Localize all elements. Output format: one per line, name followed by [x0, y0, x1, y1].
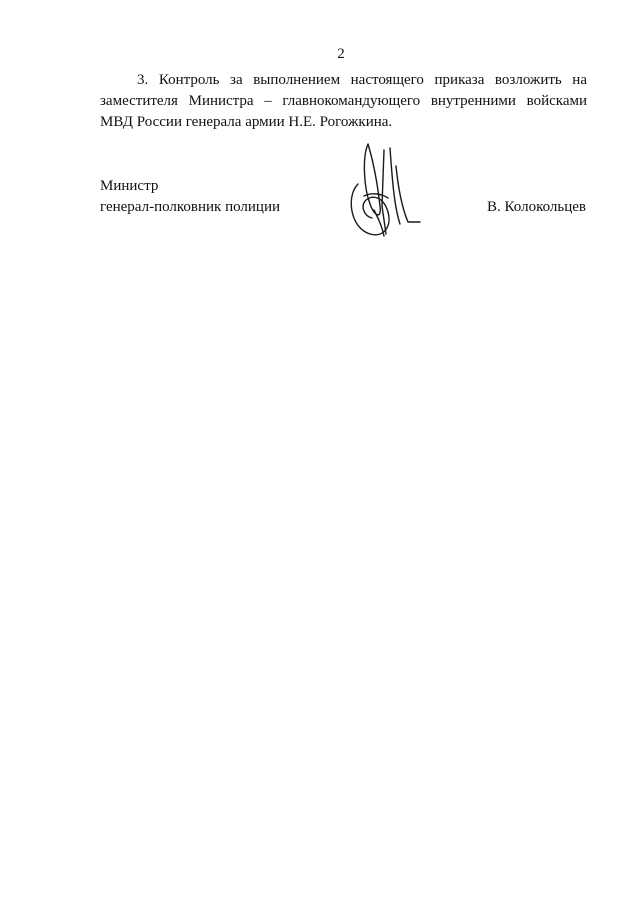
- signatory-name: В. Колокольцев: [487, 199, 586, 215]
- paragraph-line-3: МВД России генерала армии Н.Е. Рогожкина.: [100, 114, 393, 130]
- signatory-rank: генерал-полковник полиции: [100, 199, 281, 215]
- signatory-title: Министр: [100, 178, 159, 194]
- paragraph-line-2: заместителя Министра – главнокомандующего внутренними войсками: [100, 93, 587, 109]
- page-number: 2: [337, 46, 345, 62]
- paragraph-line-1: 3. Контроль за выполнением настоящего приказа возложить на: [137, 72, 587, 88]
- handwritten-signature: [338, 136, 428, 244]
- signatory-position: [100, 176, 280, 218]
- order-paragraph: [100, 70, 587, 133]
